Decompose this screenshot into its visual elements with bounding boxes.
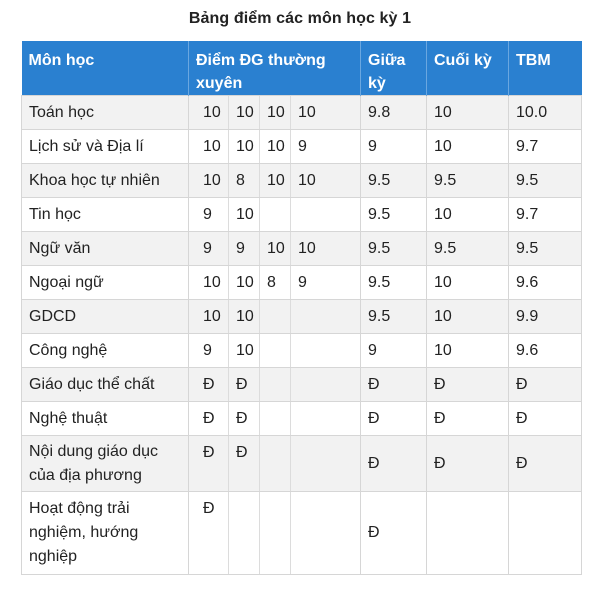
subject-cell: Khoa học tự nhiên (22, 164, 189, 198)
score-value (260, 402, 291, 435)
final-cell: Đ (427, 368, 509, 402)
table-row (22, 492, 582, 575)
score-value (260, 368, 291, 401)
final-cell: Đ (427, 436, 509, 492)
final-cell (427, 492, 509, 575)
average-cell: Đ (509, 402, 582, 436)
score-value: 10 (298, 172, 316, 189)
subject-cell: Ngữ văn (22, 232, 189, 266)
subject-cell: Nội dung giáo dục của địa phương (22, 436, 189, 492)
final-cell: 10 (427, 96, 509, 130)
grades-table (21, 41, 582, 575)
midterm-cell: Đ (361, 436, 427, 492)
score-value: 9 (196, 334, 229, 367)
regular-scores-cell (189, 368, 361, 402)
table-row (22, 300, 582, 334)
score-value (291, 402, 322, 435)
table-row (22, 96, 582, 130)
score-value: 9 (298, 274, 307, 291)
score-value (291, 300, 322, 333)
score-value (291, 198, 322, 231)
regular-scores-cell (189, 96, 361, 130)
final-cell: 10 (427, 300, 509, 334)
average-cell: 10.0 (509, 96, 582, 130)
table-row (22, 232, 582, 266)
page-title: Bảng điểm các môn học kỳ 1 (188, 10, 412, 27)
midterm-cell: 9 (361, 334, 427, 368)
score-value: 9 (229, 232, 260, 265)
score-value: 10 (229, 198, 260, 231)
midterm-cell: 9.5 (361, 300, 427, 334)
regular-scores-cell (189, 402, 361, 436)
header-midterm: Giữa kỳ (361, 41, 427, 96)
table-row (22, 130, 582, 164)
score-value: 10 (196, 96, 229, 129)
midterm-cell: 9.5 (361, 232, 427, 266)
table-row (22, 198, 582, 232)
final-cell: 10 (427, 266, 509, 300)
score-value: Đ (229, 402, 260, 435)
score-value (260, 300, 291, 333)
header-average: TBM (509, 41, 582, 96)
midterm-cell: 9.5 (361, 198, 427, 232)
subject-cell: GDCD (22, 300, 189, 334)
subject-cell: Hoạt động trải nghiệm, hướng nghiệp (22, 492, 189, 575)
average-cell: 9.5 (509, 232, 582, 266)
score-value: 8 (229, 164, 260, 197)
score-value: 10 (196, 164, 229, 197)
score-value: 10 (298, 240, 316, 257)
score-value (291, 492, 322, 574)
midterm-cell: 9.5 (361, 266, 427, 300)
final-cell: Đ (427, 402, 509, 436)
midterm-cell: Đ (361, 402, 427, 436)
regular-scores-cell (189, 266, 361, 300)
score-value: 9 (196, 232, 229, 265)
final-cell: 9.5 (427, 232, 509, 266)
table-row (22, 368, 582, 402)
regular-scores-cell (189, 436, 361, 492)
score-value: 10 (229, 130, 260, 163)
score-value (291, 436, 322, 491)
subject-cell: Giáo dục thể chất (22, 368, 189, 402)
score-value: 10 (298, 104, 316, 121)
subject-cell: Lịch sử và Địa lí (22, 130, 189, 164)
header-row (22, 41, 582, 96)
final-cell: 9.5 (427, 164, 509, 198)
regular-scores-cell (189, 300, 361, 334)
subject-cell: Công nghệ (22, 334, 189, 368)
average-cell: 9.6 (509, 266, 582, 300)
average-cell: Đ (509, 436, 582, 492)
average-cell: 9.7 (509, 130, 582, 164)
midterm-cell: 9 (361, 130, 427, 164)
regular-scores-cell (189, 492, 361, 575)
score-value (260, 198, 291, 231)
score-value: 8 (260, 266, 291, 299)
score-value: 10 (260, 96, 291, 129)
score-value: 10 (196, 300, 229, 333)
table-row (22, 164, 582, 198)
midterm-cell: Đ (361, 492, 427, 575)
regular-scores-cell (189, 232, 361, 266)
average-cell: 9.7 (509, 198, 582, 232)
final-cell: 10 (427, 130, 509, 164)
score-value: 10 (196, 266, 229, 299)
regular-scores-cell (189, 164, 361, 198)
score-value: 9 (298, 138, 307, 155)
score-value: Đ (229, 368, 260, 401)
table-row (22, 402, 582, 436)
final-cell: 10 (427, 198, 509, 232)
score-value (291, 368, 322, 401)
table-row (22, 436, 582, 492)
score-value: 10 (229, 300, 260, 333)
header-subject: Môn học (22, 41, 189, 96)
regular-scores-cell (189, 334, 361, 368)
table-row (22, 334, 582, 368)
score-value: 9 (196, 198, 229, 231)
score-value (291, 334, 322, 367)
score-value: Đ (196, 436, 229, 491)
score-value: 10 (260, 232, 291, 265)
score-value: Đ (196, 368, 229, 401)
midterm-cell: Đ (361, 368, 427, 402)
score-value (260, 492, 291, 574)
header-final: Cuối kỳ (427, 41, 509, 96)
score-value (260, 334, 291, 367)
score-value: 10 (229, 96, 260, 129)
header-regular-scores: Điểm ĐG thường xuyên (189, 41, 361, 96)
score-value (260, 436, 291, 491)
score-value: Đ (196, 402, 229, 435)
regular-scores-cell (189, 130, 361, 164)
score-value: 10 (196, 130, 229, 163)
average-cell: 9.9 (509, 300, 582, 334)
average-cell: 9.6 (509, 334, 582, 368)
table-body (22, 96, 582, 575)
average-cell: 9.5 (509, 164, 582, 198)
score-value: Đ (229, 436, 260, 491)
regular-scores-cell (189, 198, 361, 232)
final-cell: 10 (427, 334, 509, 368)
score-value: 10 (229, 266, 260, 299)
table-row (22, 266, 582, 300)
subject-cell: Nghệ thuật (22, 402, 189, 436)
midterm-cell: 9.8 (361, 96, 427, 130)
average-cell (509, 492, 582, 575)
score-value: Đ (196, 492, 229, 574)
score-value: 10 (229, 334, 260, 367)
subject-cell: Toán học (22, 96, 189, 130)
average-cell: Đ (509, 368, 582, 402)
subject-cell: Ngoại ngữ (22, 266, 189, 300)
midterm-cell: 9.5 (361, 164, 427, 198)
score-value: 10 (260, 164, 291, 197)
subject-cell: Tin học (22, 198, 189, 232)
score-value (229, 492, 260, 574)
score-value: 10 (260, 130, 291, 163)
